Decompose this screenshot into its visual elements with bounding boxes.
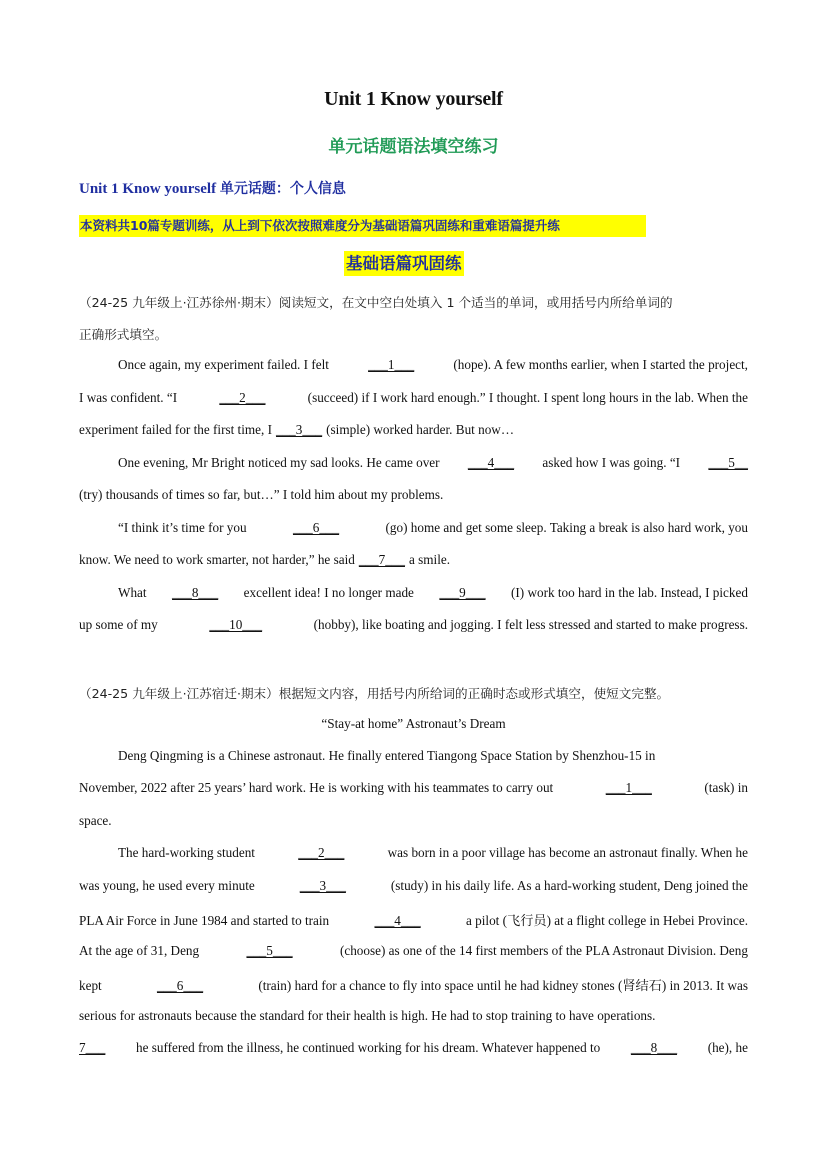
unit-topic-cn: 单元话题：个人信息	[219, 181, 346, 197]
text-segment: (hobby), like boating and jogging. I felt less stressed and started to make progress.	[313, 617, 748, 632]
text-segment: up some of my	[79, 617, 158, 632]
blank-8: ___8___	[630, 1040, 678, 1055]
blank-10: ___10___	[209, 617, 263, 632]
notice-highlight: 本资料共10篇专题训练，从上到下依次按照难度分为基础语篇巩固练和重难语篇提升练	[79, 215, 646, 237]
passage2-line	[79, 943, 748, 959]
text-segment: PLA Air Force in June 1984 and started to train	[79, 913, 330, 928]
unit-topic-en: Unit 1 Know yourself	[79, 181, 220, 197]
blank-4: ___4___	[374, 913, 421, 928]
blank-1: ___1___	[368, 357, 415, 372]
passage1-line	[79, 487, 748, 503]
text-segment: space.	[79, 813, 112, 828]
passage1-line	[79, 390, 748, 406]
blank-6: ___6___	[292, 520, 340, 535]
passage1-line	[118, 455, 748, 471]
blank-7: ___7___	[358, 552, 405, 567]
blank-9: ___9___	[439, 585, 486, 600]
text-segment: know. We need to work smarter, not harder,” he said	[79, 552, 355, 567]
text-segment: (simple) worked harder. But now…	[326, 422, 515, 437]
blank-5: ___5__	[708, 455, 748, 470]
story-title: “Stay-at home” Astronaut’s Dream	[321, 716, 506, 731]
text-segment: (go) home and get some sleep. Taking a break is also hard work, you	[385, 520, 748, 535]
text-segment: I was confident. “I	[79, 390, 178, 405]
text-segment: experiment failed for the first time, I	[79, 422, 272, 437]
section-heading: 基础语篇巩固练	[344, 251, 464, 276]
text-segment: serious for astronauts because the standard for their health is high. He had to stop training to have operations.	[79, 1008, 656, 1023]
blank-1: ___1___	[605, 780, 652, 795]
blank-6: ___6___	[156, 978, 204, 993]
blank-2: ___2___	[298, 845, 345, 860]
text-segment: (succeed) if I work hard enough.” I thought. I spent long hours in the lab. When the	[307, 390, 748, 405]
text-segment: (study) in his daily life. As a hard-working student, Deng joined the	[390, 878, 748, 893]
passage1-line	[118, 585, 748, 601]
text-segment: “I think it’s time for you	[118, 520, 247, 535]
passage2-line	[79, 780, 748, 796]
passage1-line	[79, 552, 748, 568]
blank-3: ___3___	[275, 422, 323, 437]
passage2-instruction: （24-25 九年级上·江苏宿迁·期末）根据短文内容，用括号内所给词的正确时态或形式填空，使短文完整。	[79, 686, 670, 701]
text-segment: (task) in	[704, 780, 748, 795]
blank-2: ___2___	[219, 390, 266, 405]
passage1-line	[79, 422, 748, 438]
text-segment: At the age of 31, Deng	[79, 943, 200, 958]
text-segment: a pilot (飞行员) at a flight college in Hebei Province.	[466, 913, 748, 928]
passage1-line	[118, 520, 748, 536]
blank-5: ___5___	[246, 943, 293, 958]
passage2-line	[118, 748, 748, 764]
text-segment: kept	[79, 978, 102, 993]
passage2-line	[79, 1008, 748, 1024]
blank-4: ___4___	[467, 455, 515, 470]
text-segment: Deng Qingming is a Chinese astronaut. He finally entered Tiangong Space Station by Shenzhou-15 in	[118, 748, 656, 763]
text-segment: What	[118, 585, 147, 600]
document-title: Unit 1 Know yourself	[324, 88, 503, 110]
text-segment: (hope). A few months earlier, when I started the project,	[453, 357, 748, 372]
text-segment: One evening, Mr Bright noticed my sad looks. He came over	[118, 455, 440, 470]
text-segment: November, 2022 after 25 years’ hard work. He is working with his teammates to carry out	[79, 780, 554, 795]
unit-topic-line	[79, 178, 346, 198]
blank-7: 7___	[79, 1040, 106, 1055]
passage2-line	[79, 975, 748, 994]
passage2-line	[79, 813, 748, 829]
passage2-line	[79, 910, 748, 929]
passage1-line	[79, 617, 748, 633]
passage1-line	[118, 357, 748, 373]
blank-8: ___8___	[172, 585, 219, 600]
passage1-instruction-cont: 正确形式填空。	[79, 327, 168, 342]
passage2-line	[79, 1040, 748, 1056]
text-segment: (train) hard for a chance to fly into space until he had kidney stones (肾结石) in 2013. It was	[258, 978, 748, 993]
text-segment: asked how I was going. “I	[542, 455, 681, 470]
text-segment: Once again, my experiment failed. I felt	[118, 357, 329, 372]
text-segment: was young, he used every minute	[79, 878, 255, 893]
text-segment: excellent idea! I no longer made	[243, 585, 414, 600]
text-segment: (try) thousands of times so far, but…” I told him about my problems.	[79, 487, 444, 502]
passage1-instruction: （24-25 九年级上·江苏徐州·期末）阅读短文，在文中空白处填入 1 个适当的单词，或用括号内所给单词的	[79, 295, 673, 310]
text-segment: (he), he	[707, 1040, 748, 1055]
text-segment: (choose) as one of the 14 first members of the PLA Astronaut Division. Deng	[339, 943, 748, 958]
text-segment: was born in a poor village has become an astronaut finally. When he	[387, 845, 748, 860]
text-segment: (I) work too hard in the lab. Instead, I picked	[511, 585, 748, 600]
document-subtitle: 单元话题语法填空练习	[328, 137, 499, 157]
text-segment: The hard-working student	[118, 845, 255, 860]
text-segment: he suffered from the illness, he continued working for his dream. Whatever happened to	[136, 1040, 601, 1055]
text-segment: a smile.	[408, 552, 451, 567]
passage2-line	[118, 845, 748, 861]
passage2-line	[79, 878, 748, 894]
blank-3: ___3___	[299, 878, 346, 893]
